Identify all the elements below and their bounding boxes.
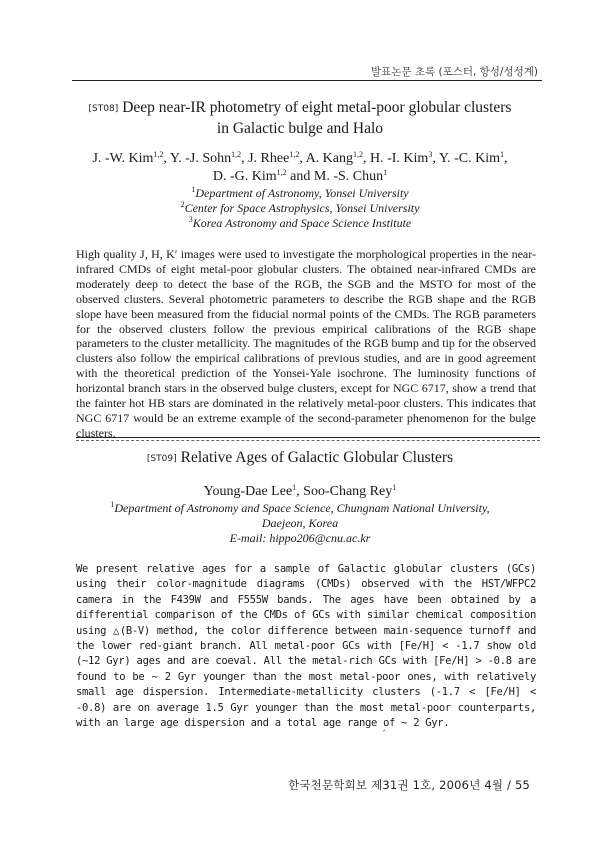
author: D. -G. Kim$^{1,2}$ (212, 168, 287, 184)
author-list: J. -W. Kim$^{1,2}$, Y. -J. Sohn$^{1,2}$, J. Rhee$^{1,2}$, A. Kang$^{1,2}$, H. -I. Kim$^3$, Y. -C. Kim$^1$, D. -G. Kim$^{1,2}$ and M. -S. Chun$^1$ (92, 150, 508, 184)
abstract-title (60, 448, 540, 469)
author: Y. -J. Sohn$^{1,2}$ (169, 150, 242, 166)
author: Young-Dae Lee$^1$ (203, 483, 297, 499)
author: M. -S. Chun$^1$ (313, 168, 388, 184)
email: E-mail: hippo206@cnu.ac.kr (229, 531, 371, 545)
author: A. Kang$^{1,2}$ (305, 150, 363, 166)
abstract-st08 (60, 98, 540, 453)
running-header-text: 발표논문 초록 (포스터, 항성/성성계) (370, 66, 538, 78)
abstract-title-line2: in Galactic bulge and Halo (216, 120, 384, 137)
stray-mark: ˊ (382, 727, 386, 741)
author: J. -W. Kim$^{1,2}$ (92, 150, 164, 166)
abstract-st09 (60, 448, 540, 742)
author: Y. -C. Kim$^1$ (438, 150, 505, 166)
author: Soo-Chang Rey$^1$ (303, 483, 397, 499)
affiliation: $^1$Department of Astronomy, Yonsei University (191, 185, 409, 200)
running-header (0, 60, 600, 82)
abstract-title-text: Relative Ages of Galactic Globular Clusters (180, 449, 454, 466)
section-divider (76, 437, 540, 438)
page-footer: 한국천문학회보 제31권 1호, 2006년 4월 / 55 (288, 778, 530, 792)
author: H. -I. Kim$^3$ (370, 150, 433, 166)
affiliation: $^2$Center for Space Astrophysics, Yonsei University (180, 200, 420, 215)
affiliation: $^3$Korea Astronomy and Space Science Institute (188, 215, 412, 230)
affiliation-city: Daejeon, Korea (261, 516, 339, 530)
abstract-title-line1: Deep near-IR photometry of eight metal-poor globular clusters (122, 99, 512, 116)
section-divider-dashed (76, 440, 540, 441)
abstract-body: High quality J, H, K′ images were used to investigate the morphological properties in the near-infrared CMDs of eight metal-poor globular clusters. The obtained near-infrared CMDs are moderately deep to detect the base of the RGB, the SGB and the MSTO for most of the observed clusters. Several photometric parameters to describe the RGB shape and the RGB slope have been measured from the fiducial normal points of the CMDs. The RGB parameters for the observed clusters follow the previous empirical calibrations of the RGB shape parameters to the cluster metallicity. The magnitudes of the RGB bump and tip for the observed clusters also follow the empirical calibrations of previous studies, and are in good agreement with the theoretical prediction of the Yonsei-Yale isochrone. The luminosity functions of horizontal branch stars in the observed bulge clusters, except for NGC 6717, show a trend that the fainter hot HB stars are dominated in the relatively metal-poor clusters. This indicates that NGC 6717 would be an extreme example of the second-parameter phenomenon for the bulge clusters. (76, 247, 536, 440)
affiliation: $^1$Department of Astronomy and Space Science, Chungnam National University, (110, 500, 490, 515)
author-list: Young-Dae Lee$^1$, Soo-Chang Rey$^1$ (203, 483, 397, 499)
abstract-code: [ST08] (88, 104, 119, 114)
header-rule (72, 80, 542, 81)
author: J. Rhee$^{1,2}$ (248, 150, 300, 166)
abstract-code: [ST09] (146, 454, 177, 464)
abstract-title (60, 98, 540, 119)
abstract-body: We present relative ages for a sample of Galactic globular clusters (GCs) using their color-magnitude diagrams (CMDs) observed with the HST/WFPC2 camera in the F439W and F555W bands. The ages have been obtained by a differential comparison of the CMDs of GCs with similar chemical composition using △(B-V) method, the color difference between main-sequence turnoff and the lower red-giant branch. All metal-poor GCs with [Fe/H] < -1.7 show old (~12 Gyr) ages and are coeval. All the metal-rich GCs with [Fe/H] > -0.8 are found to be ~ 2 Gyr younger than the most metal-poor ones, with relatively small age dispersion. Intermediate-metallicity clusters (-1.7 < [Fe/H] < -0.8) are on average 1.5 Gyr younger than the most metal-poor counterparts, with an large age dispersion and a total age range of ~ 2 Gyr. (76, 563, 536, 730)
